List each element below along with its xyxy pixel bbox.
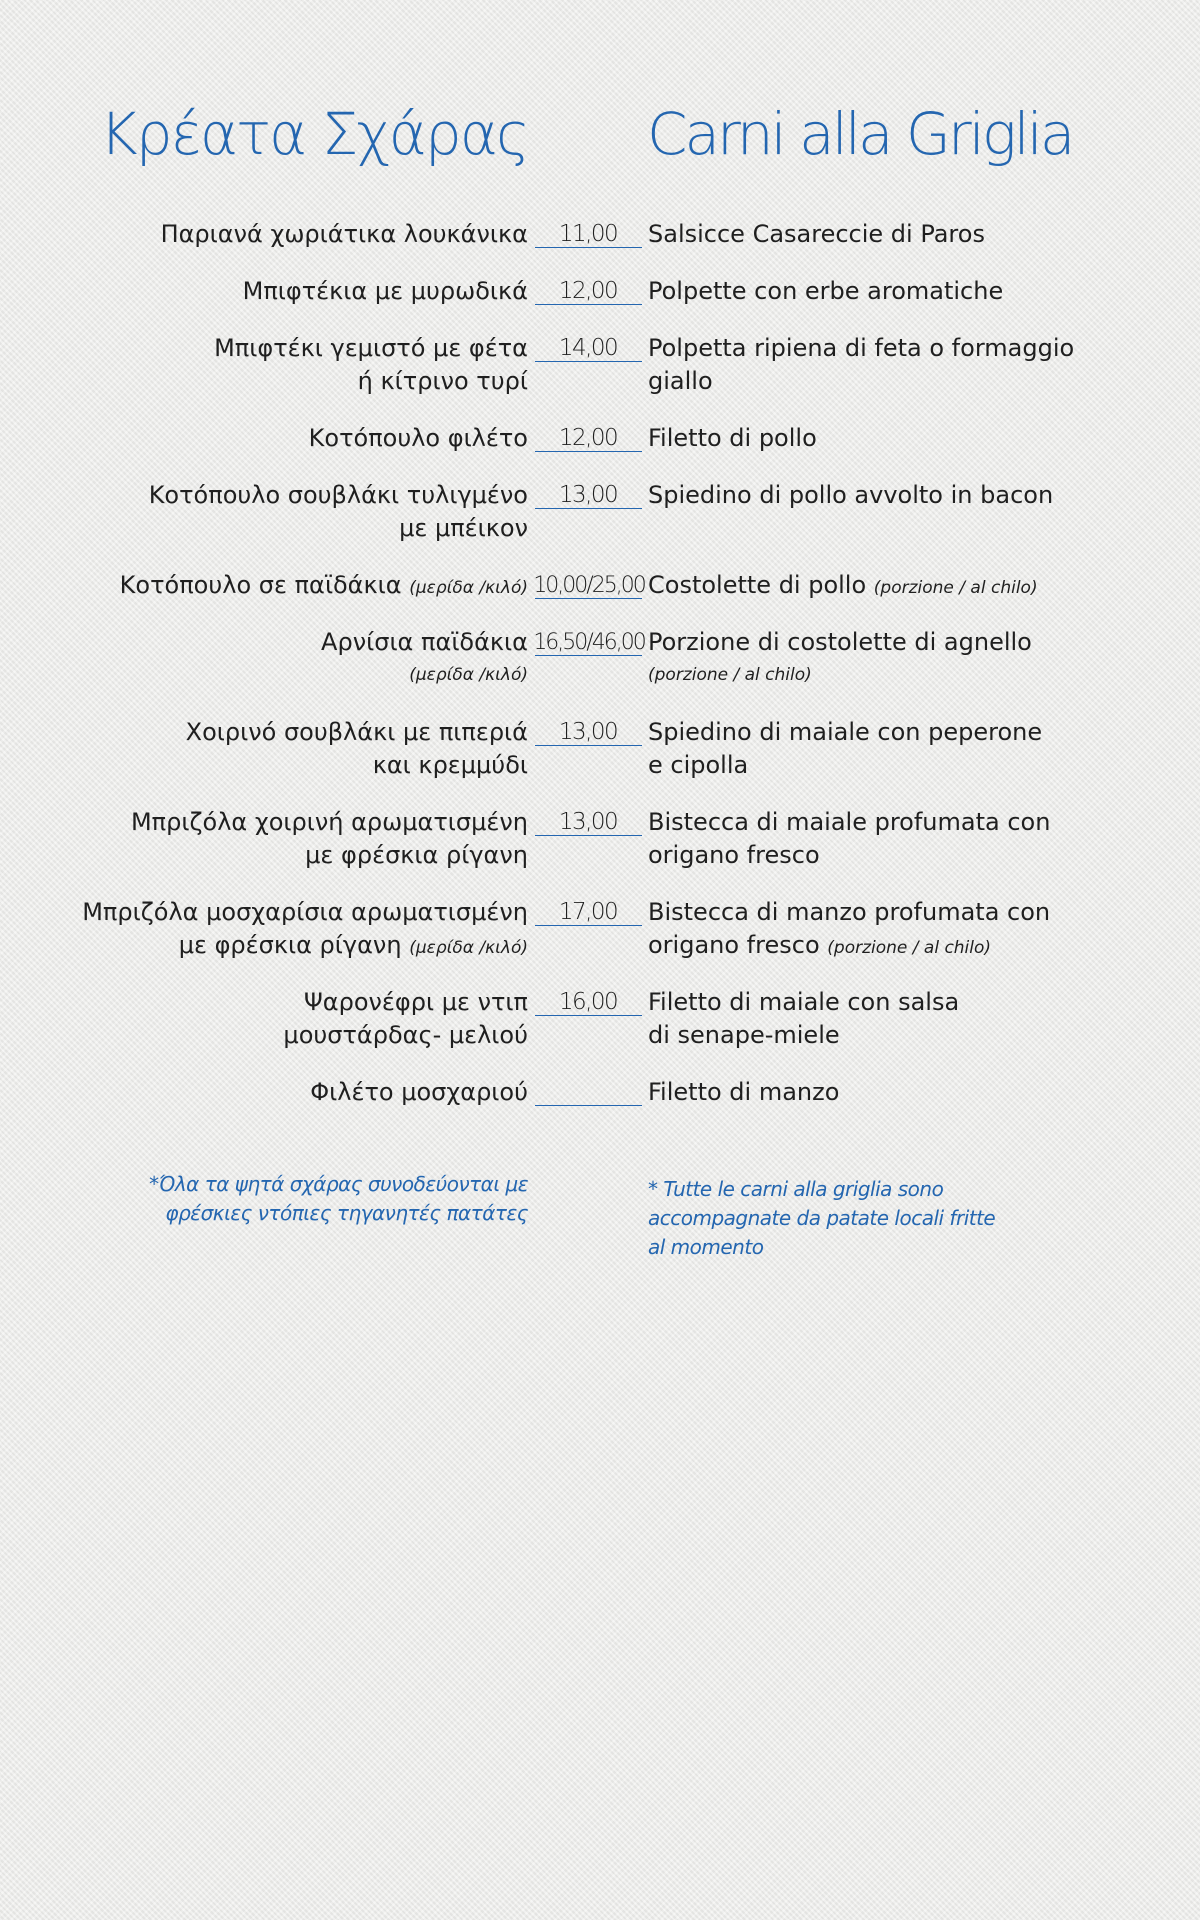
item-name-greek — [58, 275, 528, 308]
item-name-greek — [58, 479, 528, 545]
portion-note-italian: (porzione / al chilo) — [827, 938, 992, 958]
item-name-italian — [648, 479, 1068, 512]
price-underline — [535, 1105, 642, 1106]
item-name-greek-line: Φιλέτο μοσχαριού — [310, 1078, 528, 1106]
portion-note-italian: (porzione / al chilo) — [648, 665, 812, 685]
item-name-greek — [58, 569, 528, 605]
price-underline — [535, 655, 642, 656]
portion-note-greek: (μερίδα /κιλό) — [409, 665, 528, 685]
price-underline — [535, 835, 642, 836]
item-price: 16,00 — [558, 989, 618, 1015]
item-name-greek — [58, 1076, 528, 1109]
item-name-italian-line — [648, 929, 1068, 965]
price-underline — [535, 247, 642, 248]
price-underline — [535, 745, 642, 746]
item-name-italian — [648, 569, 1068, 605]
item-name-italian-line: Polpetta ripiena di feta o formaggio — [648, 334, 1075, 362]
item-name-italian-line: di senape-miele — [648, 1021, 840, 1049]
item-price: 13,00 — [558, 809, 618, 835]
item-price: 16,50/46,00 — [533, 630, 645, 655]
item-name-italian-line: Bistecca di manzo profumata con — [648, 898, 1051, 926]
item-price: 17,00 — [558, 899, 618, 925]
item-name-italian-text: origano fresco — [648, 931, 820, 959]
item-name-italian — [648, 1076, 1068, 1109]
item-name-greek-line: Μπριζόλα χοιρινή αρωματισμένη — [130, 808, 528, 836]
item-name-italian-line: Salsicce Casareccie di Paros — [648, 220, 985, 248]
item-name-italian-line — [648, 569, 1068, 605]
item-name-italian — [648, 275, 1068, 308]
price-underline — [535, 598, 642, 599]
item-name-italian — [648, 986, 1068, 1052]
item-name-greek — [58, 218, 528, 251]
item-name-italian-line: Polpette con erbe aromatiche — [648, 277, 1004, 305]
item-price: 13,00 — [558, 482, 618, 508]
item-name-italian — [648, 218, 1068, 251]
item-name-italian-line: Bistecca di maiale profumata con — [648, 808, 1051, 836]
footnote-italian-line: al momento — [648, 1235, 764, 1259]
item-name-italian — [648, 716, 1068, 782]
item-name-greek — [58, 806, 528, 872]
item-name-greek — [58, 986, 528, 1052]
item-name-greek-line — [58, 929, 528, 965]
item-price: 10,00/25,00 — [533, 573, 645, 598]
item-price: 11,00 — [558, 221, 618, 247]
price-underline — [535, 361, 642, 362]
item-name-italian-line: Filetto di manzo — [648, 1078, 840, 1106]
item-name-italian-line: giallo — [648, 367, 713, 395]
item-name-greek-line: Κοτόπουλο φιλέτο — [308, 424, 528, 452]
item-name-greek-line: Κοτόπουλο σουβλάκι τυλιγμένο — [148, 481, 528, 509]
item-name-italian-line: Porzione di costolette di agnello — [648, 628, 1032, 656]
footnote-italian-line: accompagnate da patate locali fritte — [648, 1206, 996, 1230]
title-greek: Κρέατα Σχάρας — [99, 100, 528, 168]
item-name-italian-line: Spiedino di maiale con peperone — [648, 718, 1043, 746]
item-name-greek-text: Κοτόπουλο σε παϊδάκια — [119, 571, 402, 599]
item-name-greek-line: Ψαρονέφρι με ντιπ — [303, 988, 528, 1016]
item-name-greek-line: Χοιρινό σουβλάκι με πιπεριά — [185, 718, 528, 746]
price-underline — [535, 925, 642, 926]
portion-note-greek: (μερίδα /κιλό) — [409, 938, 528, 958]
item-name-greek — [58, 422, 528, 455]
item-name-italian-line: e cipolla — [648, 751, 749, 779]
item-name-italian — [648, 422, 1068, 455]
item-name-italian — [648, 896, 1068, 965]
item-name-greek-line: με φρέσκια ρίγανη — [305, 841, 528, 869]
item-name-italian-text: Costolette di pollo — [648, 571, 867, 599]
item-name-greek-line: Μπιφτέκια με μυρωδικά — [242, 277, 528, 305]
footnote-italian-line: * Tutte le carni alla griglia sono — [648, 1177, 944, 1201]
item-name-italian — [648, 806, 1068, 872]
price-underline — [535, 304, 642, 305]
footnote-greek-line: φρέσκιες ντόπιες τηγανητές πατάτες — [165, 1201, 528, 1225]
item-price: 12,00 — [558, 278, 618, 304]
item-name-italian-line: Spiedino di pollo avvolto in bacon — [648, 481, 1054, 509]
footnote-italian — [648, 1175, 1068, 1262]
item-name-italian-line: Filetto di maiale con salsa — [648, 988, 960, 1016]
item-name-greek-line: Αρνίσια παϊδάκια — [321, 628, 528, 656]
item-name-greek — [58, 716, 528, 782]
price-underline — [535, 1015, 642, 1016]
item-name-greek-text: με φρέσκια ρίγανη — [178, 931, 402, 959]
item-name-greek — [58, 896, 528, 965]
item-name-italian-line: Filetto di pollo — [648, 424, 817, 452]
item-name-greek-line: μουστάρδας- μελιού — [283, 1021, 528, 1049]
item-name-greek-line: Μπιφτέκι γεμιστό με φέτα — [214, 334, 528, 362]
item-name-italian — [648, 626, 1068, 692]
portion-note-italian: (porzione / al chilo) — [873, 578, 1038, 598]
item-price: 14,00 — [558, 335, 618, 361]
price-underline — [535, 508, 642, 509]
item-name-greek-line: Παριανά χωριάτικα λουκάνικα — [160, 220, 528, 248]
item-name-greek-line: και κρεμμύδι — [372, 751, 528, 779]
item-name-greek — [58, 332, 528, 398]
item-name-greek — [58, 626, 528, 692]
item-name-greek-line: ή κίτρινο τυρί — [357, 367, 528, 395]
item-price: 12,00 — [558, 425, 618, 451]
footnote-greek — [108, 1170, 528, 1228]
item-name-italian — [648, 332, 1075, 398]
title-italian: Carni alla Griglia — [647, 100, 1073, 168]
item-name-greek-line: Μπριζόλα μοσχαρίσια αρωματισμένη — [82, 898, 528, 926]
portion-note-greek: (μερίδα /κιλό) — [409, 578, 528, 598]
item-name-greek-line: με μπέικον — [399, 514, 528, 542]
item-name-greek-line — [58, 569, 528, 605]
price-underline — [535, 451, 642, 452]
footnote-greek-line: *Όλα τα ψητά σχάρας συνοδεύονται με — [149, 1172, 528, 1196]
item-price: 13,00 — [558, 719, 618, 745]
item-name-italian-line: origano fresco — [648, 841, 820, 869]
